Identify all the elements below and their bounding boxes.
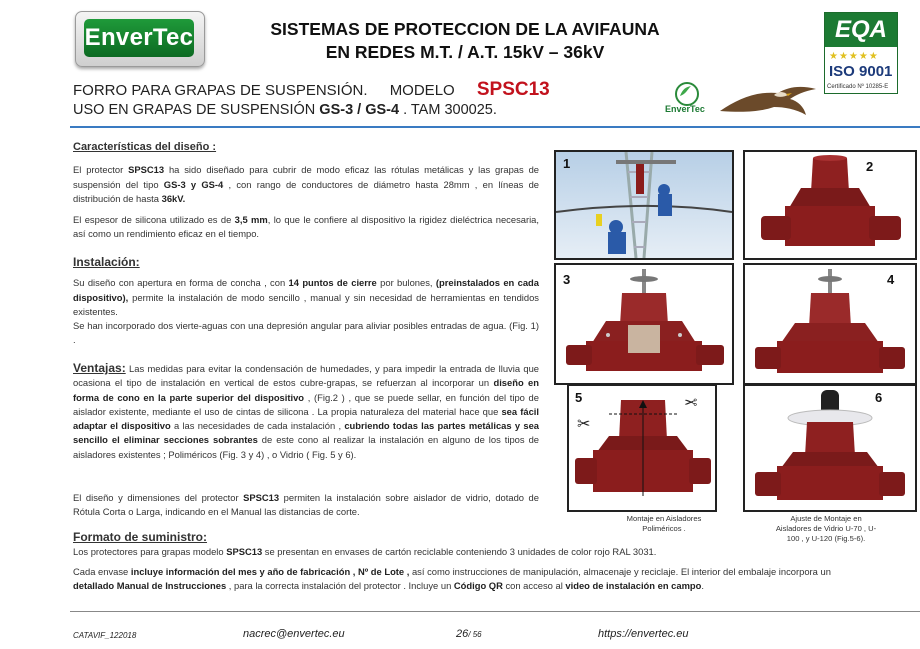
- design-paragraph-2: El espesor de silicona utilizado es de 3,5 mm, lo que le confiere al dispositivo la rigidez dieléctrica necesaria, así como un rendimiento eficaz en el tiempo.: [73, 214, 540, 240]
- figure-6-number: 6: [875, 390, 883, 405]
- scissors-icon: ✂: [577, 416, 591, 433]
- install-section: [73, 255, 539, 348]
- logo-text: EnverTec: [84, 24, 194, 51]
- scissors-icon: ✂: [684, 395, 698, 412]
- page-title: SISTEMAS DE PROTECCION DE LA AVIFAUNA EN REDES M.T. / A.T. 15kV – 36kV: [270, 19, 660, 62]
- design-section: [73, 140, 539, 242]
- dimensions-paragraph: El diseño y dimensiones del protector SPSC13 permiten la instalación sobre aislador de vidrio, dotado de Rótula Corta o Larga, indicando en el Manual las distancias de corte.: [73, 492, 539, 518]
- footer-code: CATAVIF_122018: [73, 631, 137, 640]
- figure-6-photo: [743, 384, 917, 512]
- supply-paragraph: Los protectores para grapas modelo SPSC13 se presentan en envases de cartón reciclable conteniendo 3 unidades de color rojo RAL 3031.: [73, 546, 657, 558]
- page-number: 26/ 56: [456, 628, 482, 640]
- usage-line: USO EN GRAPAS DE SUSPENSIÓN GS-3 / GS-4 . TAM 300025.: [73, 102, 497, 118]
- eqa-certification-logo: EQA ★★★★★ ISO 9001 Certificado Nº 10285-E: [824, 12, 898, 94]
- footer-divider: [70, 611, 920, 612]
- header-divider: [70, 126, 920, 128]
- figure-3-photo: [554, 263, 734, 385]
- install-paragraph: Su diseño con apertura en forma de concha , con 14 puntos de cierre por bulones, (preinstalados en cada dispositivo), permite la instalación de modo sencillo , manual y sin necesidad de herramientas en tendidos existentes. Se han incorporado dos vierte-aguas con una depresión angular para aliviar posibles entradas de agua. (Fig. 1) .: [73, 277, 539, 346]
- packaging-paragraph: Cada envase incluye información del mes y año de fabricación , Nº de Lote , así como instrucciones de manipulación, almacenaje y reciclaje. El interior del embalaje incorpora un detallado Manual de Instrucciones , para la correcta instalación del protector . Incluye un Código QR con acceso al video de instalación en campo.: [73, 565, 831, 591]
- caption-polymer: Montaje en Aisladores Poliméricos .: [626, 514, 702, 533]
- figure-2-number: 2: [866, 159, 874, 174]
- figure-1-number: 1: [563, 156, 571, 171]
- advantages-section: Ventajas: Las medidas para evitar la condensación de humedades, y para impedir la entrada de lluvia que ocasiona el tipo de instalación en vertical de estos cubre-grapas, se refuerzan al incorporar un diseño en forma de cono en la parte superior del dispositivo , (Fig.2 ) , que se puede sellar, en función del tipo de aislador existente, mediante el uso de cintas de silicona . La propia naturaleza del material hace que sea fácil adaptar el dispositivo a las necesidades de cada instalación , cubriendo todas las partes metálicas y sea sencillo el eliminar secciones sobrantes de este cono al realizar la instalación en alguno de los tipos de aisladores existentes ; Poliméricos (Fig. 3 y 4) , o Vidrio ( Fig. 5 y 6).: [73, 361, 539, 460]
- footer-email[interactable]: nacrec@envertec.eu: [243, 628, 345, 640]
- figure-5-number: 5: [575, 390, 583, 405]
- supply-heading: Formato de suministro:: [73, 530, 208, 544]
- model-code: SPSC13: [476, 79, 550, 100]
- supply-section: [73, 530, 873, 593]
- figure-4-number: 4: [887, 272, 895, 287]
- product-line: FORRO PARA GRAPAS DE SUSPENSIÓN. MODELO SPSC13: [73, 79, 550, 100]
- figure-2-photo: [743, 150, 917, 260]
- envertec-logo: [75, 11, 205, 67]
- eagle-icon: [718, 81, 818, 123]
- figure-1-photo: [554, 150, 734, 260]
- footer-website[interactable]: https://envertec.eu: [598, 628, 689, 640]
- envertec-globe-logo: EnverTec: [665, 82, 709, 122]
- caption-glass: Ajuste de Montaje en Aisladores de Vidrio U-70 , U-100 , y U-120 (Fig.5-6).: [775, 514, 877, 543]
- install-heading: Instalación:: [73, 255, 140, 269]
- figure-3-number: 3: [563, 272, 571, 287]
- design-paragraph-1: El protector SPSC13 ha sido diseñado para cubrir de modo eficaz las rótulas metálicas y las grapas de suspensión del tipo GS-3 y GS-4 , con rango de conductores de diámetro hasta 28mm , en líneas de distribución de hasta 36kV.: [73, 164, 540, 204]
- advantages-heading: Ventajas:: [73, 361, 126, 375]
- stars-icon: ★★★★★: [829, 51, 879, 62]
- design-heading: Características del diseño :: [73, 141, 217, 153]
